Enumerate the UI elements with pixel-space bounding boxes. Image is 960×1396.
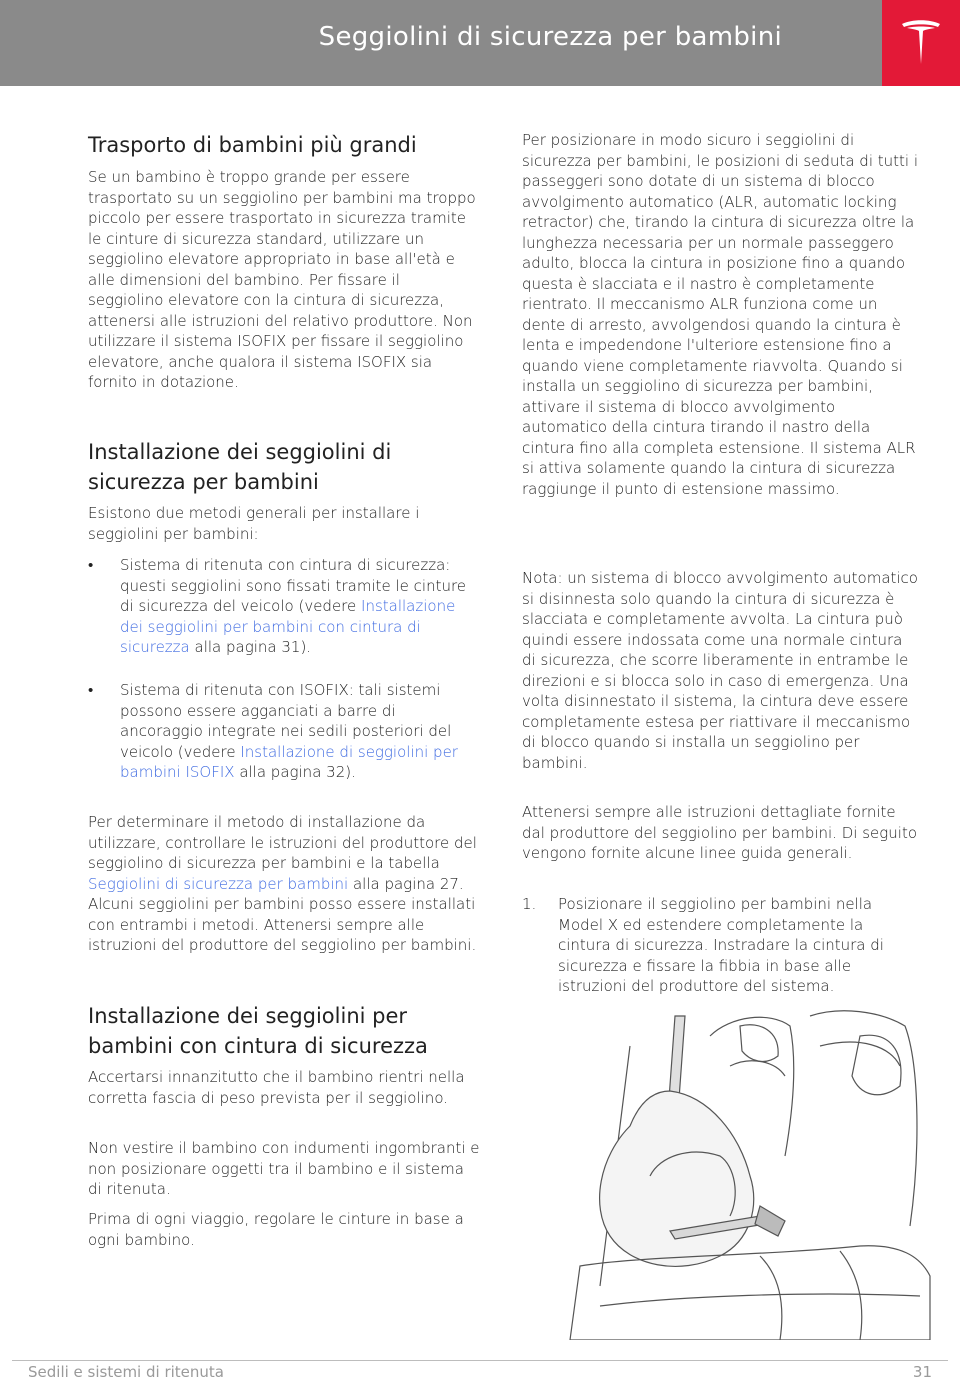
logo-box (882, 0, 960, 86)
section-title-older-children: Trasporto di bambini più grandi (88, 133, 417, 157)
paragraph-weight-check: Accertarsi innanzitutto che il bambino rientri nella corretta fascia di peso prevista per il seggiolino. (88, 1068, 465, 1107)
paragraph-clothing: Non vestire il bambino con indumenti ingombranti e non posizionare oggetti tra il bambino e il sistema di ritenuta. (88, 1139, 480, 1198)
bullet-isofix-restraint: • Sistema di ritenuta con ISOFIX: tali sistemi possono essere agganciati a barre di ancoraggio integrate nei sedili posteriori del veicolo (vedere Installazione di seggiolini per bambini ISOFIX alla pagina 32). (88, 681, 458, 781)
paragraph-alr: Per posizionare in modo sicuro i seggiolini di sicurezza per bambini, le posizioni di seduta di tutti i passeggeri sono dotate di un sistema di blocco avvolgimento automatico (ALR, automatic locking retractor) che, tirando la cintura di sicurezza oltre la lunghezza necessaria per un normale passeggero adulto, blocca la cintura in posizione fino a quando questa è slacciata e il nastro è completamente rientrato. Il meccanismo ALR funziona come un dente di arresto, avvolgendosi quando la cintura è lenta e impedendone l'ulteriore estensione fino a quando viene completamente riavvolta. Quando si installa un seggiolino di sicurezza per bambini, attivare il sistema di blocco avvolgimento automatico della cintura tirando il nastro della cintura fino alla completa estensione. Il sistema ALR si attiva solamente quando la cintura di sicurezza raggiunge il punto di estensione massimo. (522, 131, 919, 498)
step-1 (522, 894, 918, 997)
paragraph-guidelines: Attenersi sempre alle istruzioni dettagliate fornite dal produttore del seggiolino per bambini. Di seguito vengono fornite alcune linee guida generali. (522, 803, 918, 862)
section-title-seatbelt-line1: Installazione dei seggiolini per (88, 1004, 408, 1028)
footer-page-number: 31 (912, 1363, 932, 1381)
paragraph-alr-note: Nota: un sistema di blocco avvolgimento automatico si disinnesta solo quando la cintura di sicurezza è slacciata e completamente avvolta. La cintura può quindi essere indossata come una normale cintura di sicurezza, che scorre liberamente in entrambe le direzioni e si blocca solo in caso di emergenza. Una volta disinnestato il sistema, la cintura deve essere completamente estesa per riattivare il meccanismo di blocco quando si installa un seggiolino per bambini. (522, 569, 918, 772)
bullet-dot: • (88, 681, 94, 699)
link-isofix-installation[interactable]: Installazione di seggiolini per bambini ISOFIX (120, 742, 458, 781)
page-header (0, 0, 882, 86)
tesla-logo-icon (900, 18, 942, 68)
section-title-installation (88, 437, 488, 497)
step-1-text: Posizionare il seggiolino per bambini nella Model X ed estendere completamente la cintura di sicurezza. Instradare la cintura di sicurezza e fissare la fibbia in base alle istruzioni del produttore del sistema. (558, 895, 884, 995)
section-title-seatbelt-installation (88, 1001, 488, 1061)
section-title-installation-line1: Installazione dei seggiolini di (88, 440, 392, 464)
paragraph-installation-intro: Esistono due metodi generali per installare i seggiolini per bambini: (88, 504, 420, 543)
paragraph-installation-method: Per determinare il metodo di installazione da utilizzare, controllare le istruzioni del produttore del seggiolino di sicurezza per bambini e la tabella Seggiolini di sicurezza per bambini alla pagina 27. Alcuni seggiolini per bambini posso essere installati con entrambi i metodi. Attenersi sempre alle istruzioni del produttore del seggiolino per bambini. (88, 813, 477, 954)
child-seat-illustration (560, 1006, 936, 1340)
bullet-dot: • (88, 556, 94, 574)
paragraph-older-children: Se un bambino è troppo grande per essere trasportato su un seggiolino per bambini ma troppo piccolo per essere trasportato in sicurezza tramite le cinture di sicurezza standard, utilizzare un seggiolino elevatore appropriato in base all'età e alle dimensioni del bambino. Per fissare il seggiolino elevatore con la cintura di sicurezza, attenersi alle istruzioni del relativo produttore. Non utilizzare il sistema ISOFIX per fissare il seggiolino elevatore, anche qualora il sistema ISOFIX sia fornito in dotazione. (88, 168, 476, 391)
link-seatbelt-installation[interactable]: Installazione dei seggiolini per bambini con cintura di sicurezza (120, 597, 456, 656)
section-title-seatbelt-line2: bambini con cintura di sicurezza (88, 1034, 428, 1058)
step-number: 1. (522, 895, 537, 913)
footer-section-name: Sedili e sistemi di ritenuta (28, 1363, 224, 1381)
bullet-seatbelt-restraint: • Sistema di ritenuta con cintura di sicurezza: questi seggiolini sono fissati tramite le cinture di sicurezza del veicolo (vedere Installazione dei seggiolini per bambini con cintura di sicurezza alla pagina 31). (88, 556, 467, 656)
footer-divider (12, 1360, 948, 1361)
paragraph-adjust-belts: Prima di ogni viaggio, regolare le cinture in base a ogni bambino. (88, 1210, 464, 1249)
link-child-seats-table[interactable]: Seggiolini di sicurezza per bambini (88, 874, 349, 893)
header-title: Seggiolini di sicurezza per bambini (318, 22, 782, 52)
section-title-installation-line2: sicurezza per bambini (88, 470, 319, 494)
